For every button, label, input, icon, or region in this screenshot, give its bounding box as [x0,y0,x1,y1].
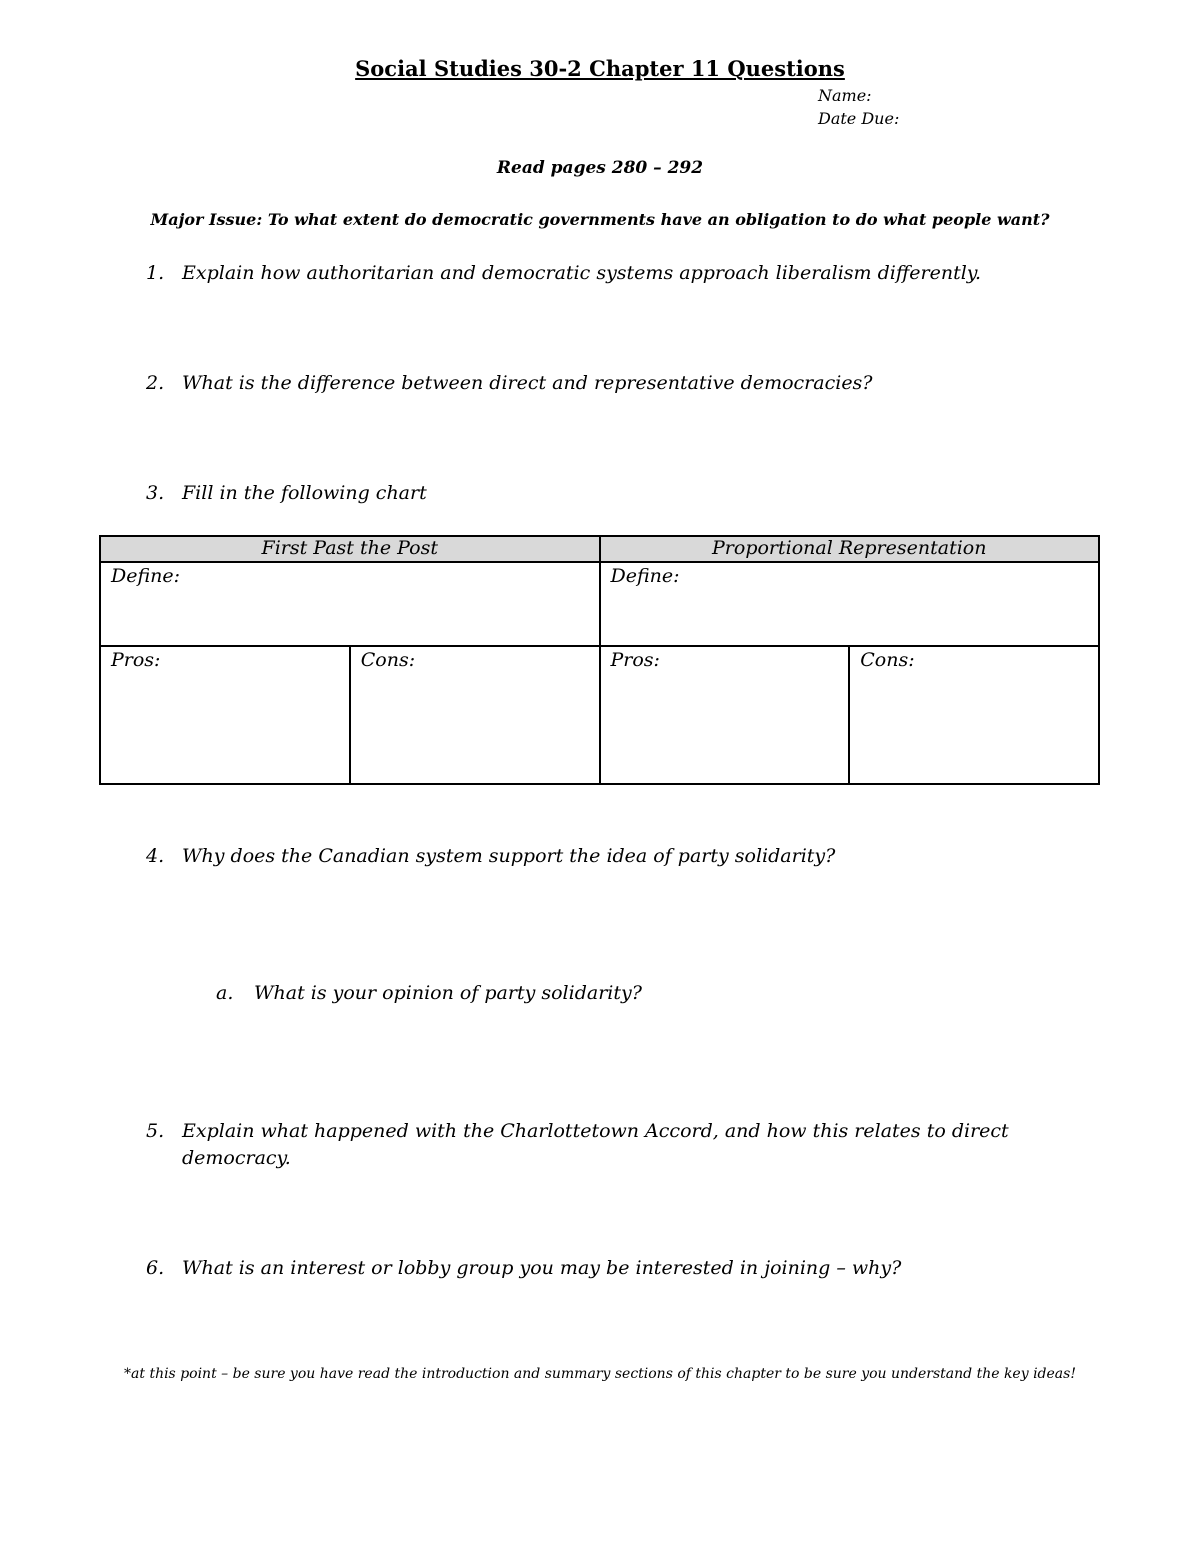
question-number: 3. [146,482,165,504]
question-text: What is an interest or lobby group you may be interested in joining – why? [182,1257,902,1279]
fptp-define-cell[interactable] [100,562,600,646]
question-number: 5. [146,1120,165,1142]
question-number: a. [216,982,234,1004]
question-text: What is your opinion of party solidarity? [254,982,642,1004]
electoral-systems-chart [99,535,1100,785]
fptp-header: First Past the Post [100,536,600,562]
question-2 [146,372,873,394]
pros-label: Pros: [610,649,660,671]
chart-header-row [100,536,1099,562]
question-text: Why does the Canadian system support the idea of party solidarity? [182,845,836,867]
cons-label: Cons: [860,649,915,671]
name-label: Name: [818,86,872,105]
question-text: Explain what happened with the Charlottetown Accord, and how this relates to direct [182,1120,1009,1142]
question-5 [146,1120,1009,1142]
pr-define-cell[interactable] [600,562,1100,646]
page-title: Social Studies 30-2 Chapter 11 Questions [355,56,845,81]
question-5-continuation: democracy. [182,1147,291,1169]
question-number: 1. [146,262,165,284]
question-4a [216,982,642,1004]
chart-define-row [100,562,1099,646]
question-text: Explain how authoritarian and democratic systems approach liberalism differently. [182,262,982,284]
question-text: Fill in the following chart [182,482,427,504]
reading-assignment: Read pages 280 – 292 [496,158,704,178]
footnote: *at this point – be sure you have read the introduction and summary sections of this chapter to be sure you understand the key ideas! [124,1366,1076,1382]
pr-pros-cell[interactable] [600,646,850,784]
question-number: 2. [146,372,165,394]
major-issue: Major Issue: To what extent do democratic governments have an obligation to do what people want? [150,210,1050,229]
date-due-label: Date Due: [818,109,900,128]
fptp-cons-cell[interactable] [350,646,600,784]
define-label: Define: [610,565,680,587]
question-number: 6. [146,1257,165,1279]
pr-cons-cell[interactable] [849,646,1099,784]
pros-label: Pros: [111,649,161,671]
pr-header: Proportional Representation [600,536,1100,562]
define-label: Define: [111,565,181,587]
chart-pros-cons-row [100,646,1099,784]
question-6 [146,1257,901,1279]
cons-label: Cons: [360,649,416,671]
question-4 [146,845,835,867]
fptp-pros-cell[interactable] [100,646,350,784]
question-3 [146,482,427,504]
question-1 [146,262,981,284]
question-text: What is the difference between direct and representative democracies? [182,372,873,394]
question-number: 4. [146,845,165,867]
